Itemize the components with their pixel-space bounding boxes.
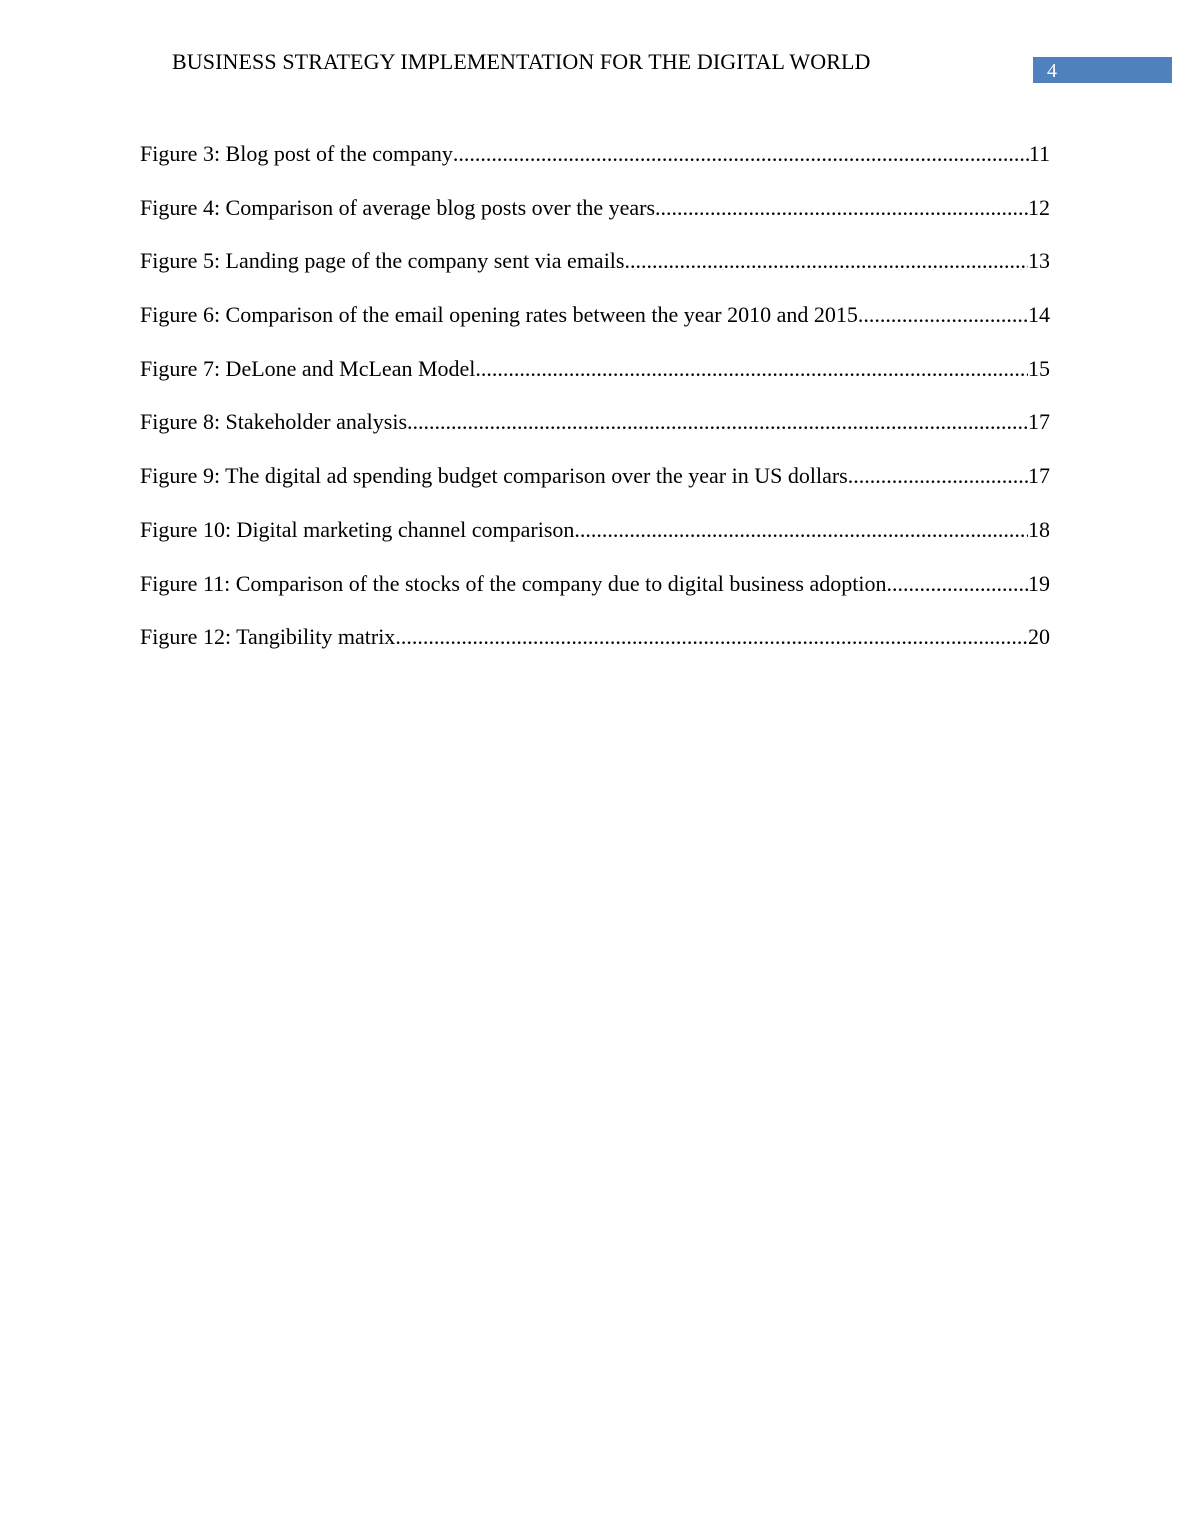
toc-entry-label: Figure 5: Landing page of the company sent via emails [140,248,625,274]
toc-entry-label: Figure 10: Digital marketing channel comparison [140,516,575,542]
page-number: 4 [1047,60,1057,82]
toc-entry[interactable] [140,300,1050,354]
toc-entry-page: 17 [1028,463,1050,489]
toc-entry-label: Figure 7: DeLone and McLean Model [140,355,476,381]
dot-leader [407,407,1028,437]
dot-leader [624,246,1028,276]
dot-leader [453,139,1029,169]
toc-entry[interactable] [140,193,1050,247]
toc-entry[interactable] [140,461,1050,515]
toc-entry-page: 18 [1028,516,1050,542]
table-of-figures [140,139,1050,676]
page-number-badge [1033,57,1172,83]
toc-entry-label: Figure 9: The digital ad spending budget comparison over the year in US dollars [140,463,848,489]
toc-entry-label: Figure 4: Comparison of average blog posts over the years [140,194,656,220]
toc-entry[interactable] [140,407,1050,461]
toc-entry[interactable] [140,354,1050,408]
toc-entry-label: Figure 6: Comparison of the email opening rates between the year 2010 and 2015 [140,302,858,328]
toc-entry-page: 12 [1028,194,1050,220]
toc-entry[interactable] [140,515,1050,569]
toc-entry[interactable] [140,139,1050,193]
dot-leader [395,622,1028,652]
dot-leader [886,569,1028,599]
toc-entry[interactable] [140,246,1050,300]
toc-entry-label: Figure 3: Blog post of the company [140,141,453,166]
toc-entry-label: Figure 12: Tangibility matrix [140,624,396,650]
toc-entry[interactable] [140,569,1050,623]
toc-entry[interactable] [140,622,1050,676]
toc-entry-page: 20 [1028,624,1050,650]
dot-leader [574,515,1028,545]
toc-entry-page: 19 [1028,570,1050,596]
dot-leader [655,193,1028,223]
toc-entry-page: 14 [1028,302,1050,328]
toc-entry-label: Figure 8: Stakeholder analysis [140,409,408,435]
dot-leader [475,354,1028,384]
toc-entry-page: 17 [1028,409,1050,435]
toc-entry-page: 13 [1028,248,1050,274]
toc-entry-page: 11 [1028,141,1050,166]
running-header-title: BUSINESS STRATEGY IMPLEMENTATION FOR THE DIGITAL WORLD [172,49,871,74]
dot-leader [858,300,1028,330]
dot-leader [848,461,1028,491]
toc-entry-label: Figure 11: Comparison of the stocks of the company due to digital business adoption [140,570,887,596]
toc-entry-page: 15 [1028,355,1050,381]
